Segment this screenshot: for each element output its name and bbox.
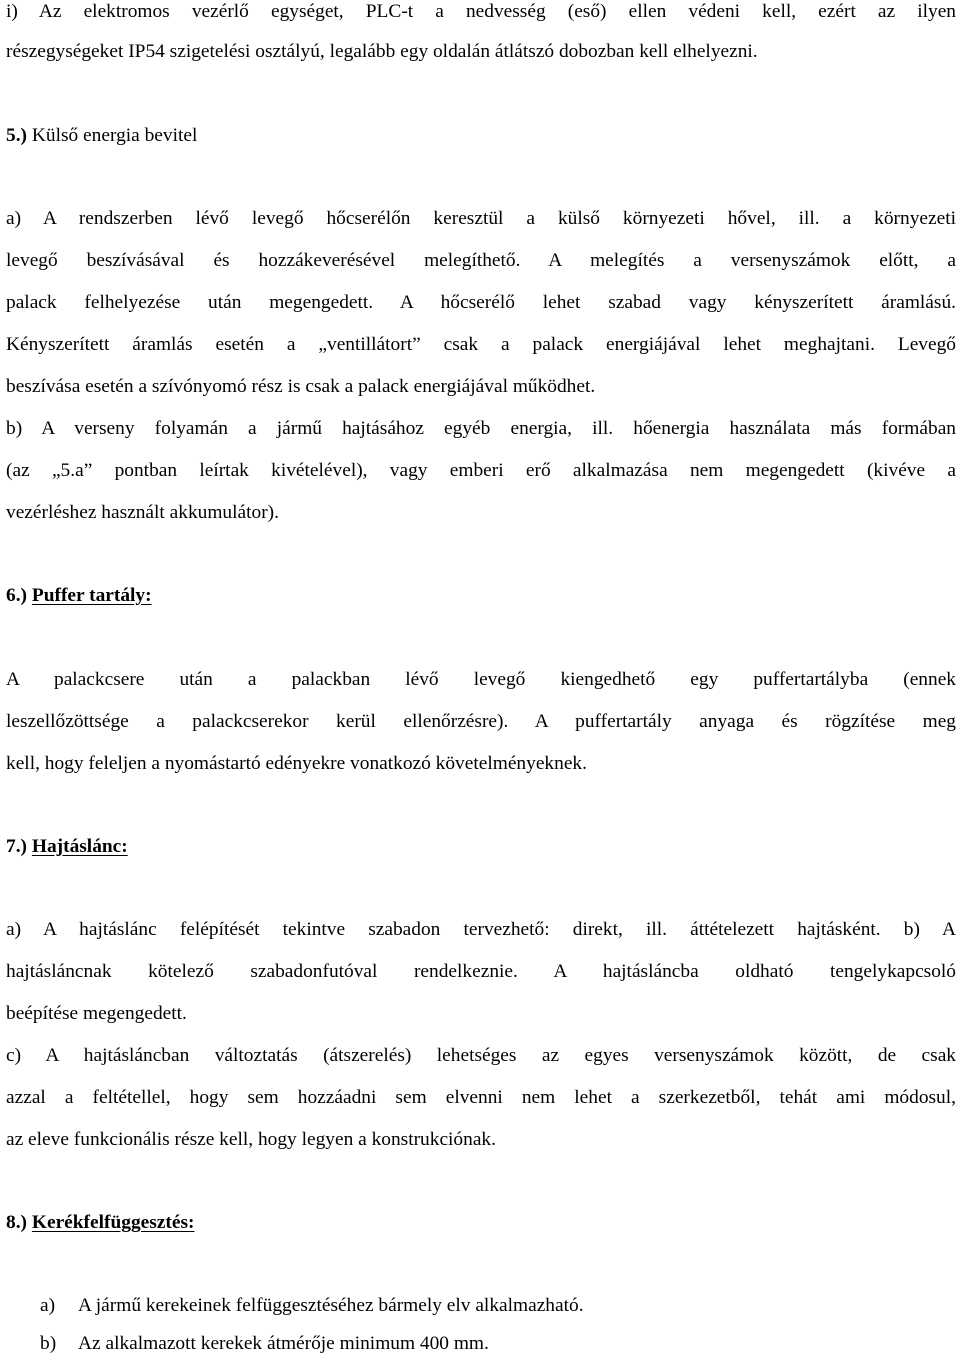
section-heading-5 xyxy=(6,124,956,148)
paragraph-line: i) Az elektromos vezérlő egységet, PLC-t a nedvesség (eső) ellen védeni kell, ezért az ilyen xyxy=(6,1,956,22)
list-item xyxy=(40,1332,489,1356)
list-item-text: Az alkalmazott kerekek átmérője minimum 400 mm. xyxy=(78,1333,489,1354)
paragraph-line: azzal a feltétellel, hogy sem hozzáadni sem elvenni nem lehet a szerkezetből, tehát ami módosul, xyxy=(6,1087,956,1108)
section-number: 6.) xyxy=(6,585,28,606)
paragraph-line: (az „5.a” pontban leírtak kivételével), vagy emberi erő alkalmazása nem megengedett (kivéve a xyxy=(6,460,956,481)
paragraph-line: levegő beszívásával és hozzákeverésével melegíthető. A melegítés a versenyszámok előtt, a xyxy=(6,250,956,271)
paragraph-line: b) A verseny folyamán a jármű hajtásához egyéb energia, ill. hőenergia használata más formában xyxy=(6,418,956,439)
section-heading-6 xyxy=(6,584,956,608)
paragraph-line: beszívása esetén a szívónyomó rész is csak a palack energiájával működhet. xyxy=(6,376,596,397)
paragraph-line: hajtásláncnak kötelező szabadonfutóval rendelkeznie. A hajtásláncba oldható tengelykapcsoló xyxy=(6,961,956,982)
list-marker: a) xyxy=(40,1295,56,1316)
paragraph-line: a) A hajtáslánc felépítését tekintve szabadon tervezhető: direkt, ill. áttételezett hajtásként. b) A xyxy=(6,919,956,940)
paragraph-line: beépítése megengedett. xyxy=(6,1003,187,1024)
paragraph-line: az eleve funkcionális része kell, hogy legyen a konstrukciónak. xyxy=(6,1129,496,1150)
paragraph-line: c) A hajtásláncban változtatás (átszerelés) lehetséges az egyes versenyszámok között, de csak xyxy=(6,1045,956,1066)
paragraph-line: Kényszerített áramlás esetén a „ventillátort” csak a palack energiájával lehet meghajtani. Levegő xyxy=(6,334,956,355)
section-title: Külső energia bevitel xyxy=(31,125,198,146)
section-title: Puffer tartály: xyxy=(31,585,152,606)
list-item-text: A jármű kerekeinek felfüggesztéséhez bármely elv alkalmazható. xyxy=(78,1295,584,1316)
section-number: 5.) xyxy=(6,125,28,146)
list-item xyxy=(40,1294,584,1318)
section-number: 8.) xyxy=(6,1212,28,1233)
paragraph-line: leszellőzöttsége a palackcserekor kerül ellenőrzésre). A puffertartály anyaga és rögzítése meg xyxy=(6,711,956,732)
section-number: 7.) xyxy=(6,836,28,857)
paragraph-line: A palackcsere után a palackban lévő levegő kiengedhető egy puffertartályba (ennek xyxy=(6,669,956,690)
paragraph-line: a) A rendszerben lévő levegő hőcserélőn keresztül a külső környezeti hővel, ill. a környezeti xyxy=(6,208,956,229)
section-title: Kerékfelfüggesztés: xyxy=(31,1212,195,1233)
paragraph-line: vezérléshez használt akkumulátor). xyxy=(6,502,279,523)
paragraph-line: részegységeket IP54 szigetelési osztályú, legalább egy oldalán átlátszó dobozban kell elhelyezni. xyxy=(6,41,758,62)
section-title: Hajtáslánc: xyxy=(31,836,128,857)
section-heading-8 xyxy=(6,1211,956,1235)
paragraph-line: kell, hogy feleljen a nyomástartó edényekre vonatkozó követelményeknek. xyxy=(6,753,587,774)
list-marker: b) xyxy=(40,1333,57,1354)
paragraph-line: palack felhelyezése után megengedett. A hőcserélő lehet szabad vagy kényszerített áramlású. xyxy=(6,292,956,313)
section-heading-7 xyxy=(6,835,956,859)
